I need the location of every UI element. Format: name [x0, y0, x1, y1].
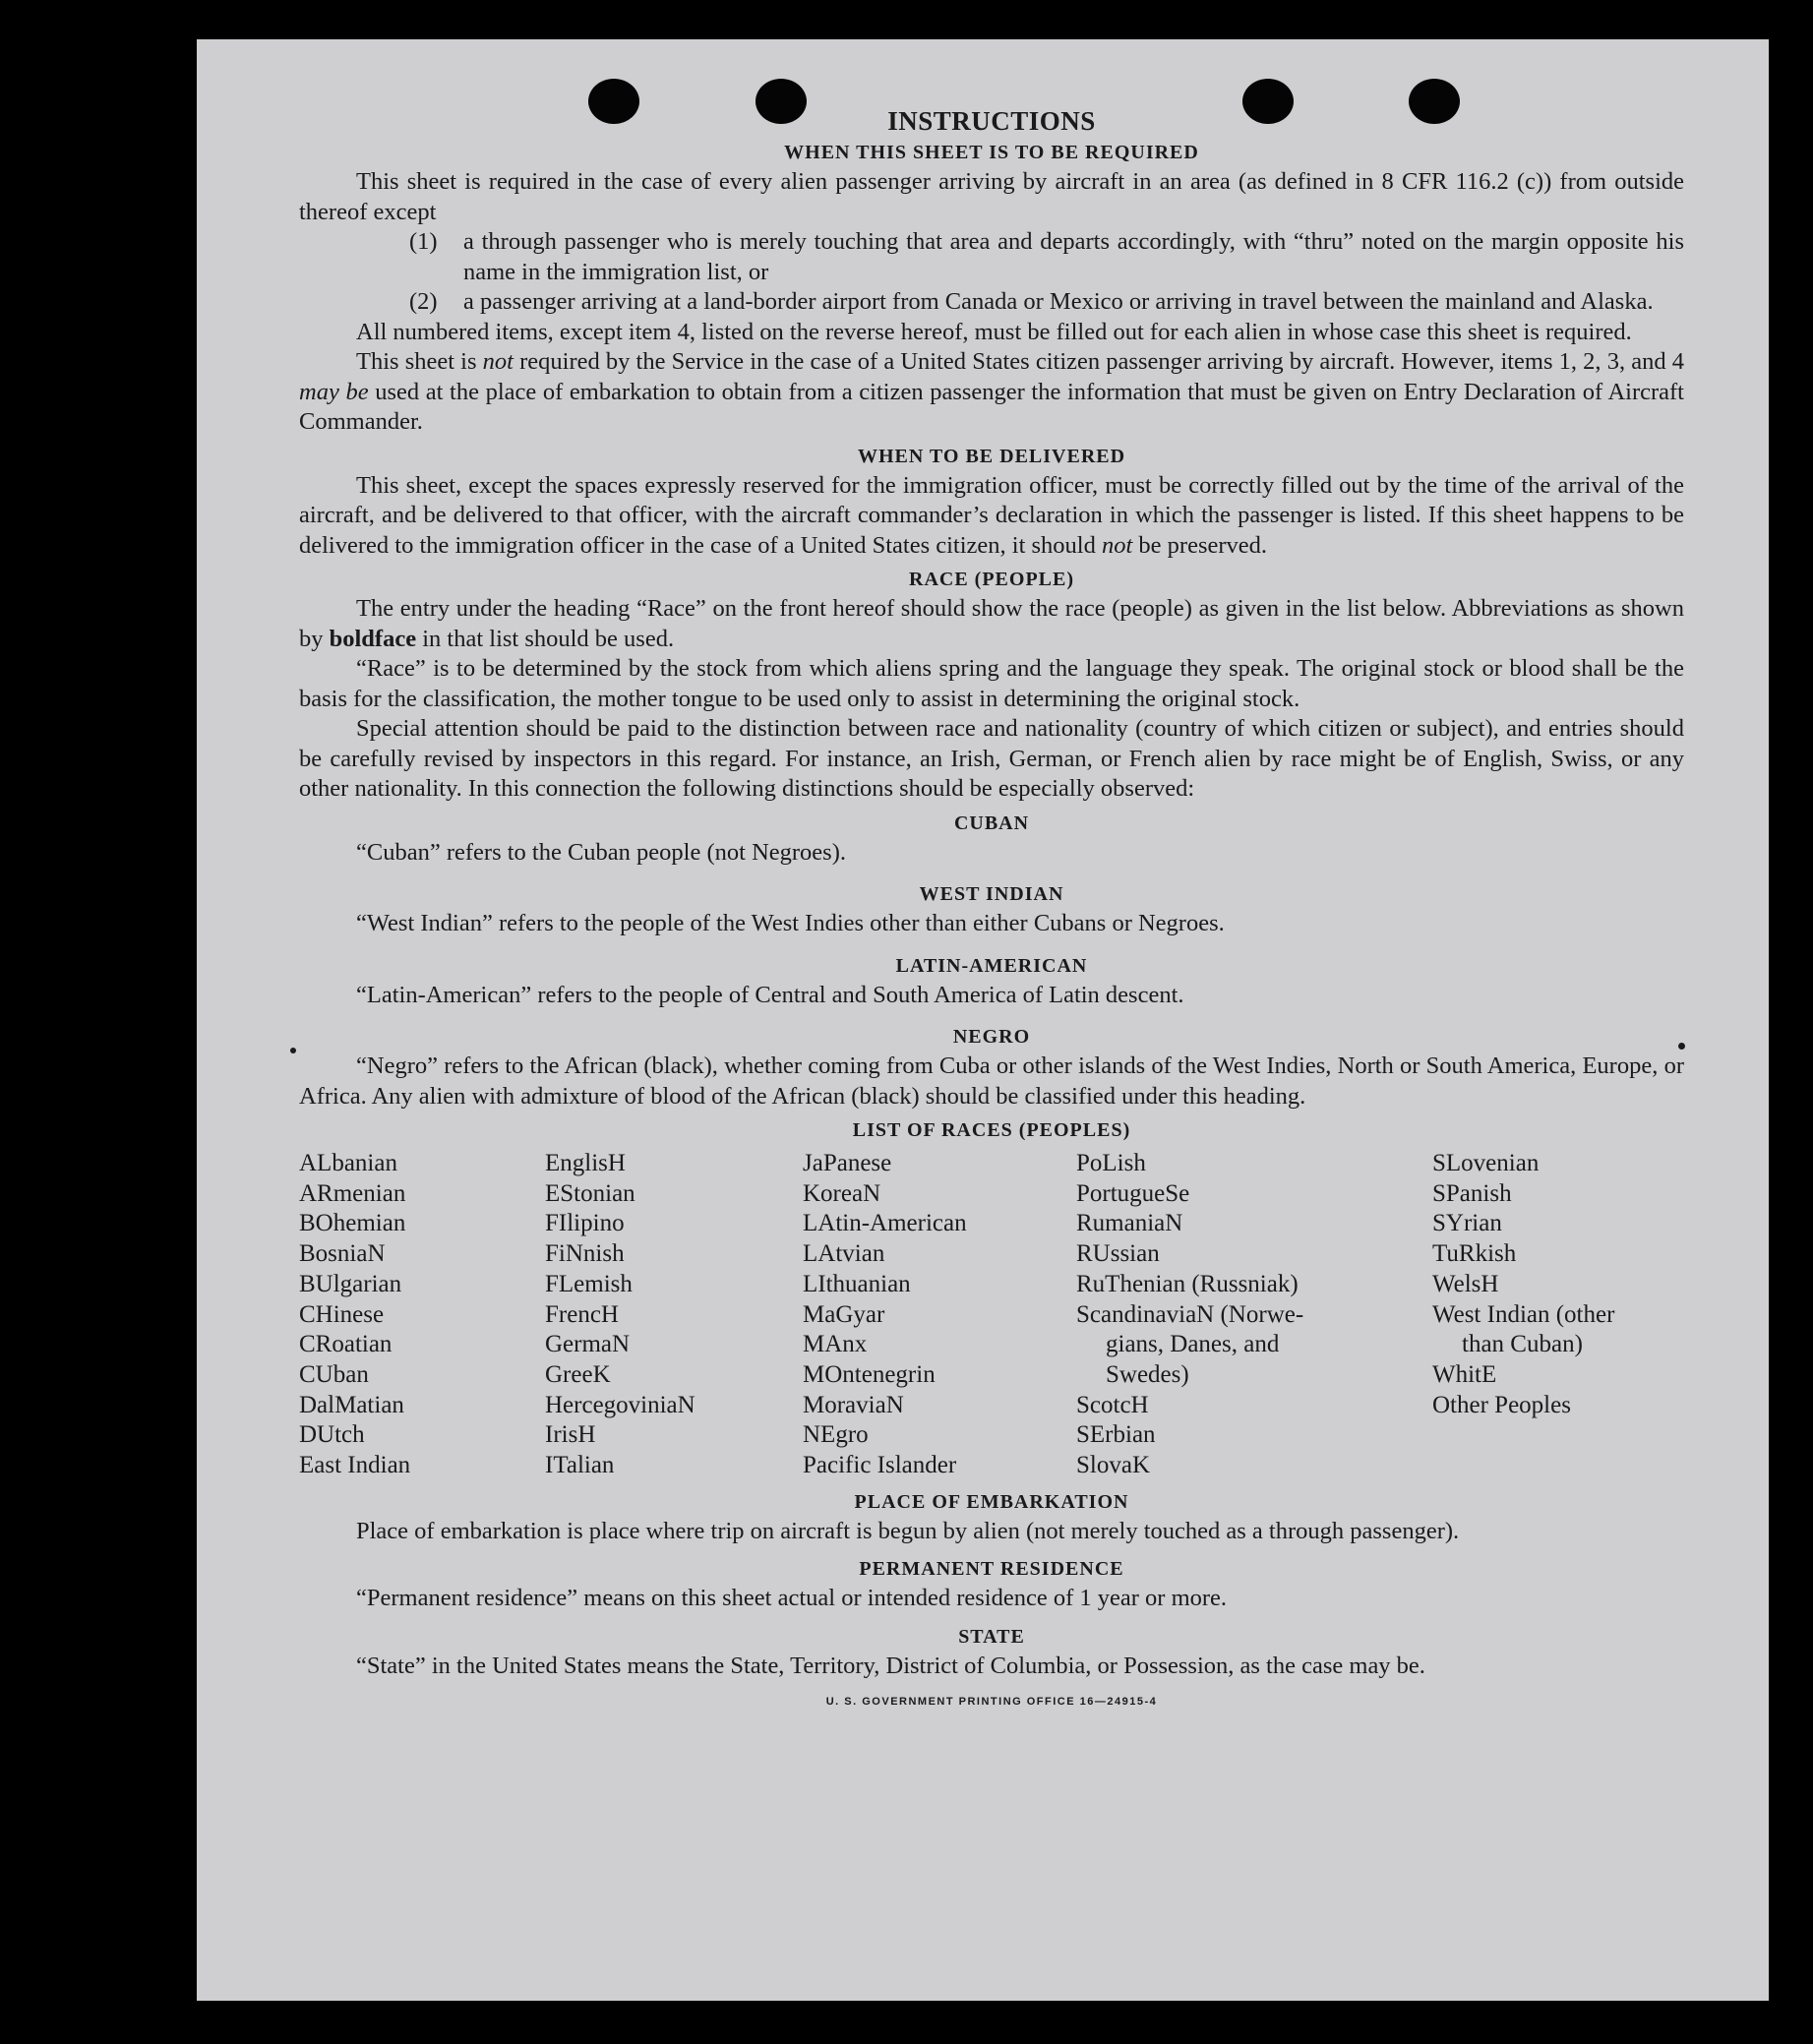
paragraph: “West Indian” refers to the people of the West Indies other than either Cubans or Negroes. — [356, 910, 1225, 936]
paragraph — [299, 471, 1684, 562]
heading-latin-american: LATIN-AMERICAN — [895, 954, 1088, 977]
text-run-italic: may be — [299, 378, 369, 405]
heading-west-indian: WEST INDIAN — [919, 883, 1064, 905]
text-run-italic: not — [482, 348, 514, 375]
race-item: LIthuanian — [803, 1270, 911, 1297]
heading-negro: NEGRO — [952, 1026, 1031, 1048]
item-text: a through passenger who is merely touching that area and departs accordingly, with “thru” noted on the margin opposite his name in the immigration list, or — [463, 228, 1684, 285]
paragraph: “Negro” refers to the African (black), whether coming from Cuba or other islands of the West Indies, North or South America, Europe, or Africa. Any alien with admixture of blood of the African (black) should be classified under this heading. — [299, 1052, 1684, 1110]
paragraph: “Cuban” refers to the Cuban people (not Negroes). — [356, 838, 846, 866]
printer-imprint: U. S. GOVERNMENT PRINTING OFFICE 16—24915-4 — [825, 1696, 1158, 1709]
page-title: INSTRUCTIONS — [887, 106, 1096, 136]
race-item: RuThenian (Russniak) — [1076, 1270, 1299, 1297]
race-item: SLovenian — [1432, 1150, 1540, 1176]
race-item: PortugueSe — [1076, 1179, 1190, 1207]
race-item: ScandinaviaN (Norwe- — [1076, 1300, 1304, 1328]
race-item: EnglisH — [545, 1150, 626, 1176]
race-item: GermaN — [545, 1331, 631, 1358]
item-number: (1) — [409, 228, 438, 255]
race-item: RUssian — [1076, 1240, 1160, 1268]
paragraph: “State” in the United States means the State, Territory, District of Columbia, or Possession, as the case may be. — [356, 1652, 1425, 1679]
paragraph — [299, 347, 1684, 438]
paragraph — [299, 594, 1684, 654]
race-item: than Cuban) — [1462, 1331, 1583, 1358]
heading-when-delivered: WHEN TO BE DELIVERED — [857, 445, 1126, 467]
race-item: RumaniaN — [1076, 1210, 1183, 1237]
heading-list-of-races: LIST OF RACES (PEOPLES) — [852, 1119, 1131, 1141]
race-item: Other Peoples — [1432, 1391, 1571, 1418]
heading-place-of-embarkation: PLACE OF EMBARKATION — [854, 1490, 1129, 1513]
race-item: BosniaN — [299, 1240, 386, 1268]
race-item: CRoatian — [299, 1331, 393, 1358]
race-item: FiNnish — [545, 1240, 625, 1268]
race-item: LAtin-American — [803, 1210, 967, 1237]
race-item: SlovaK — [1076, 1452, 1150, 1479]
race-item: SPanish — [1432, 1179, 1512, 1207]
paragraph: “Race” is to be determined by the stock from which aliens spring and the language they speak. The original stock or blood shall be the basis for the classification, the mother tongue to be used only to assist in determining the original stock. — [299, 655, 1684, 712]
numbered-item — [299, 227, 1684, 287]
race-item: DalMatian — [299, 1391, 404, 1418]
race-item: East Indian — [299, 1452, 411, 1479]
race-item: ITalian — [545, 1452, 615, 1479]
text-run-italic: not — [1101, 531, 1133, 559]
race-item: BUlgarian — [299, 1270, 402, 1297]
text-run: in that list should be used. — [416, 625, 675, 652]
race-item: gians, Danes, and — [1106, 1331, 1280, 1358]
race-item: TuRkish — [1432, 1240, 1517, 1268]
race-item: BOhemian — [299, 1210, 406, 1237]
text-run: required by the Service in the case of a United States citizen passenger arriving by aircraft. However, items 1, 2, 3, and 4 — [513, 348, 1684, 375]
race-item: CUban — [299, 1360, 369, 1388]
race-item: PoLish — [1076, 1150, 1146, 1176]
race-item: WhitE — [1432, 1360, 1497, 1388]
race-item: ALbanian — [299, 1150, 397, 1176]
instructions-content — [299, 104, 1684, 1717]
paragraph: “Latin-American” refers to the people of Central and South America of Latin descent. — [356, 981, 1184, 1008]
race-item: LAtvian — [803, 1240, 885, 1268]
race-item: DUtch — [299, 1421, 365, 1449]
paragraph: “Permanent residence” means on this sheet actual or intended residence of 1 year or more. — [356, 1585, 1228, 1612]
race-column — [299, 1149, 545, 1481]
item-text: a passenger arriving at a land-border airport from Canada or Mexico or arriving in travel between the mainland and Alaska. — [463, 288, 1654, 315]
race-item: Pacific Islander — [803, 1452, 957, 1479]
race-item: FIlipino — [545, 1210, 625, 1237]
heading-cuban: CUBAN — [953, 812, 1030, 834]
race-column — [803, 1149, 1076, 1481]
race-item: NEgro — [803, 1421, 869, 1449]
race-column — [1432, 1149, 1684, 1481]
text-run: This sheet is — [356, 348, 483, 375]
race-item: IrisH — [545, 1421, 596, 1449]
text-run-bold: boldface — [329, 625, 417, 652]
text-run: be preserved. — [1132, 531, 1268, 559]
race-item: Swedes) — [1106, 1360, 1189, 1388]
text-run: used at the place of embarkation to obtain from a citizen passenger the information that must be given on Entry Declaration of Aircraft Commander. — [299, 378, 1684, 435]
race-item: MoraviaN — [803, 1391, 904, 1418]
race-column — [545, 1149, 803, 1481]
heading-permanent-residence: PERMANENT RESIDENCE — [859, 1558, 1124, 1581]
race-item: EStonian — [545, 1179, 635, 1207]
race-item: FrencH — [545, 1300, 619, 1328]
race-item: GreeK — [545, 1360, 611, 1388]
text-run: The entry under the heading “Race” on the front hereof should show the race (people) as given in the list below. Abbreviations as shown by — [299, 595, 1684, 652]
race-item: SYrian — [1432, 1210, 1502, 1237]
race-item: ARmenian — [299, 1179, 406, 1207]
race-item: MAnx — [803, 1331, 868, 1358]
numbered-item — [299, 287, 1684, 318]
race-item: FLemish — [545, 1270, 633, 1297]
race-item: MaGyar — [803, 1300, 885, 1328]
race-item: West Indian (other — [1432, 1300, 1615, 1328]
race-list — [299, 1149, 1684, 1481]
paragraph: This sheet is required in the case of every alien passenger arriving by aircraft in an area (as defined in 8 CFR 116.2 (c)) from outside thereof except — [299, 168, 1684, 225]
race-item: WelsH — [1432, 1270, 1499, 1297]
heading-race: RACE (PEOPLE) — [909, 569, 1074, 590]
race-item: SErbian — [1076, 1421, 1156, 1449]
race-item: ScotcH — [1076, 1391, 1149, 1418]
race-item: JaPanese — [803, 1150, 892, 1176]
heading-state: STATE — [958, 1625, 1025, 1648]
race-column — [1076, 1149, 1432, 1481]
heading-when-required: WHEN THIS SHEET IS TO BE REQUIRED — [784, 142, 1199, 163]
race-item: HercegoviniaN — [545, 1391, 695, 1418]
race-item: KoreaN — [803, 1179, 881, 1207]
race-item: CHinese — [299, 1300, 385, 1328]
race-item: MOntenegrin — [803, 1360, 936, 1388]
item-number: (2) — [409, 288, 438, 315]
paragraph: Special attention should be paid to the distinction between race and nationality (country of which citizen or subject), and entries should be carefully revised by inspectors in this regard. For instance, an Irish, German, or French alien by race might be of English, Swiss, or any other nationality. In this connection the following distinctions should be especially observed: — [299, 715, 1684, 802]
text-run: This sheet, except the spaces expressly reserved for the immigration officer, must be correctly filled out by the time of the arrival of the aircraft, and be delivered to that officer, with the aircraft commander’s declaration in which the passenger is listed. If this sheet happens to be delivered to the immigration officer in the case of a United States citizen, it should — [299, 471, 1684, 559]
paragraph: All numbered items, except item 4, listed on the reverse hereof, must be filled out for each alien in whose case this sheet is required. — [356, 318, 1632, 345]
document-sheet — [197, 39, 1769, 2001]
ink-speck — [290, 1048, 296, 1053]
paragraph: Place of embarkation is place where trip on aircraft is begun by alien (not merely touched as a through passenger). — [356, 1517, 1460, 1544]
